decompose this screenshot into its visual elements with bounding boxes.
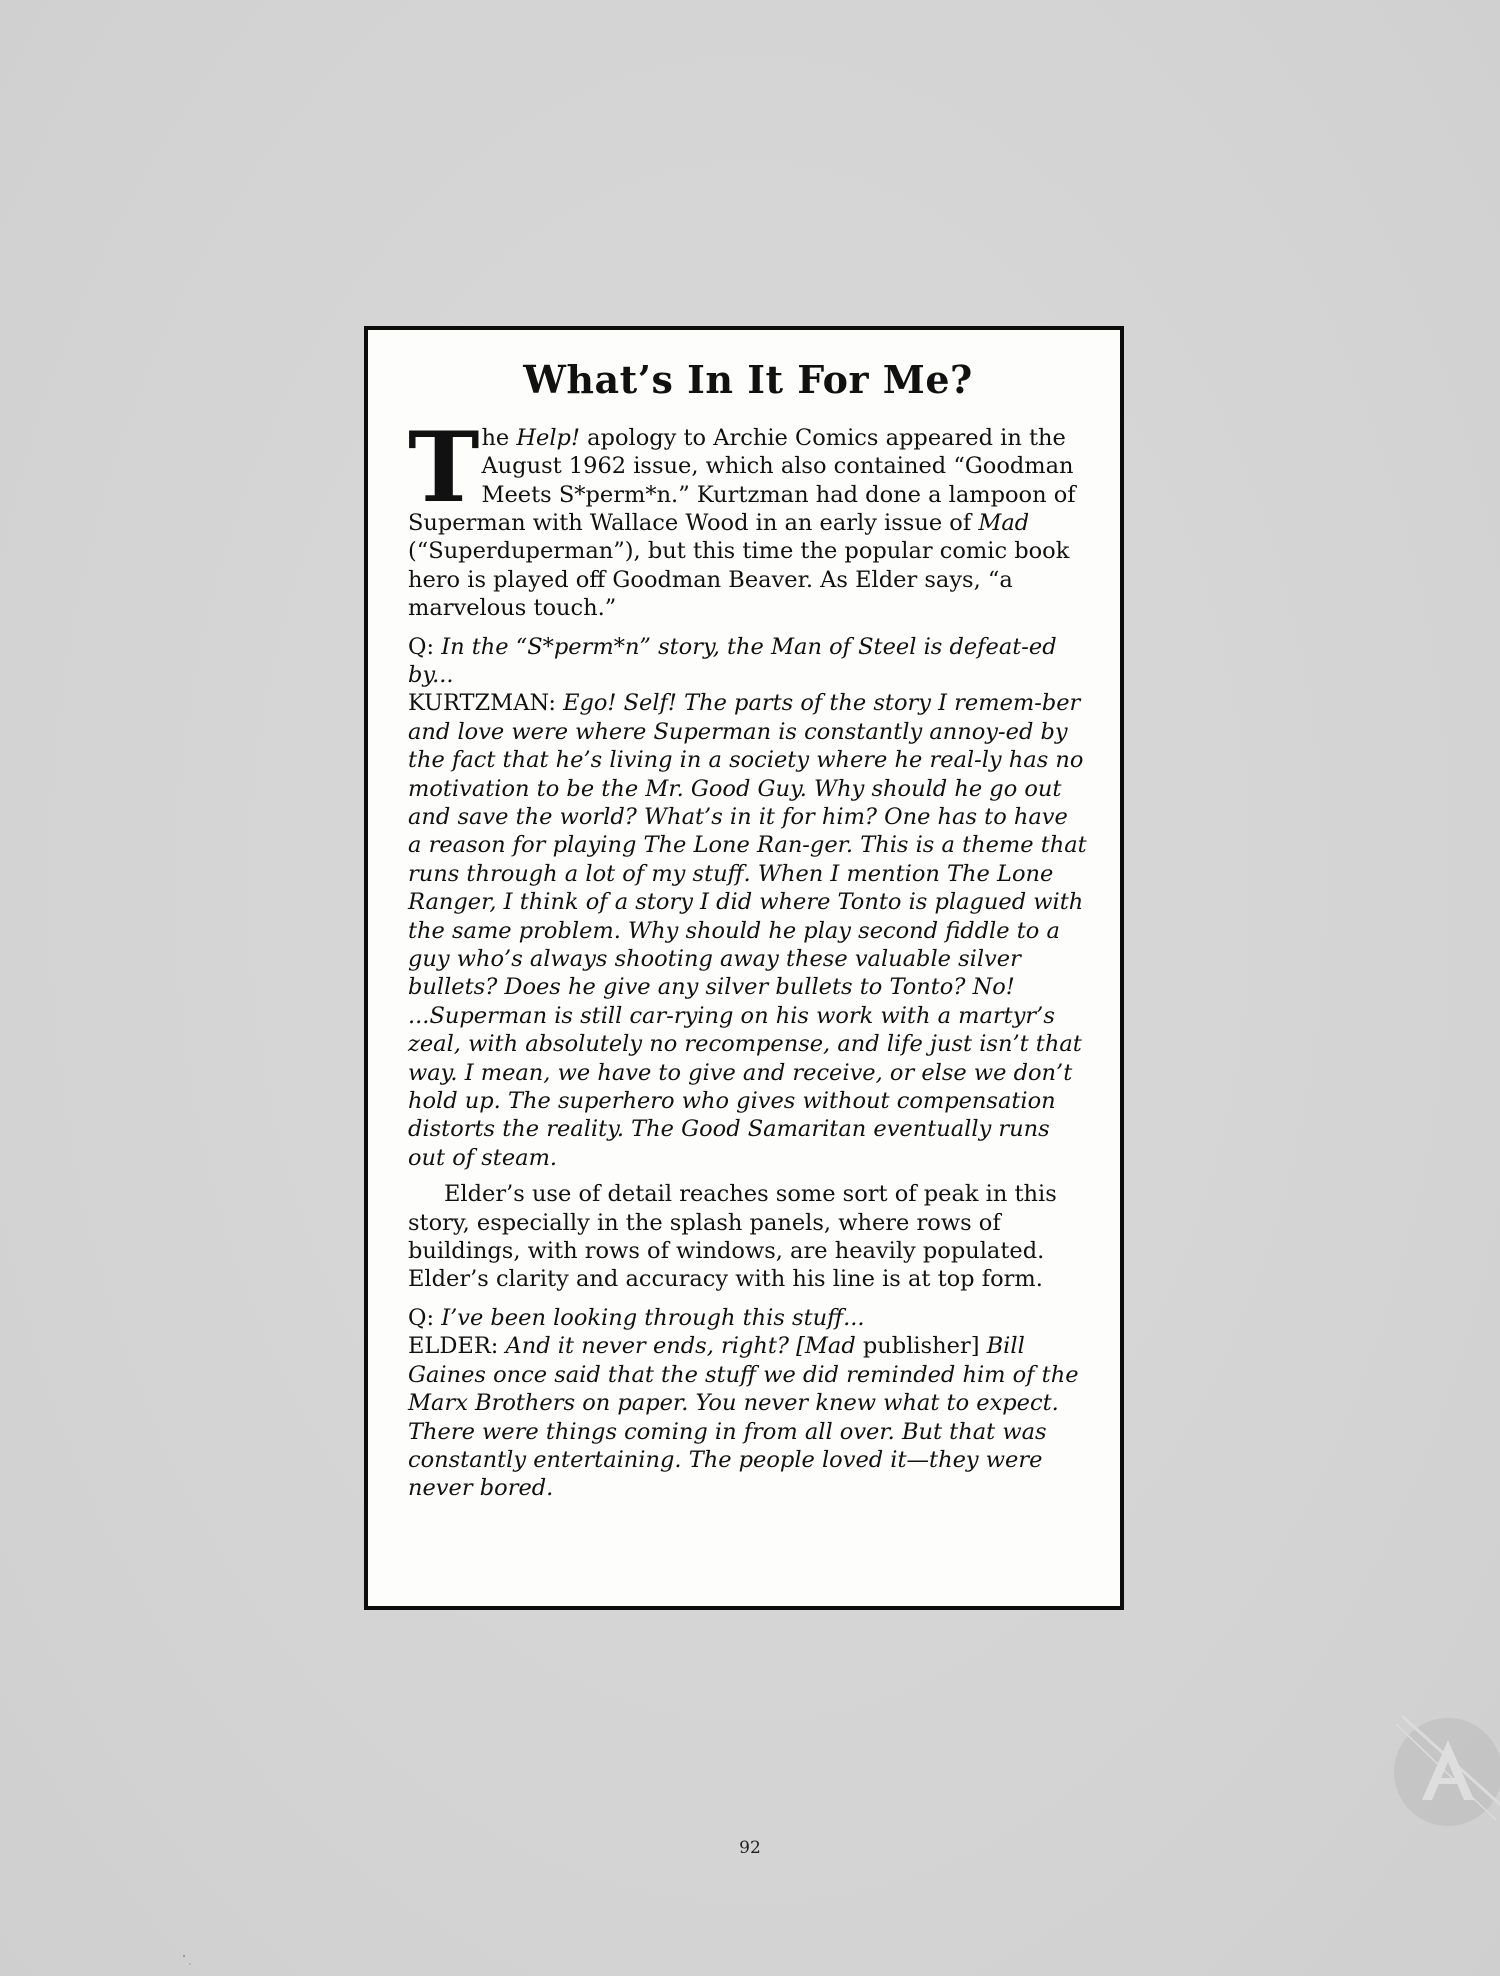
answer-2-speaker: ELDER:: [408, 1333, 506, 1360]
drop-cap: T: [408, 410, 480, 524]
help-magazine-title: Help!: [516, 424, 580, 451]
answer-2: [408, 1332, 1088, 1502]
paragraph-2: Elder’s use of detail reaches some sort of peak in this story, especially in the splash panels, where rows of buildings, with rows of windows, are heavily populated. Elder’s clarity and accuracy with his line is at top form.: [408, 1181, 1057, 1293]
article-box: [364, 326, 1124, 1610]
answer-1-speaker: KURTZMAN:: [408, 690, 564, 717]
question-2-speaker: Q:: [408, 1304, 442, 1331]
answer-1: [408, 689, 1088, 1172]
answer-2-text-1: And it never ends, right? [: [505, 1333, 805, 1360]
answer-1-text: Ego! Self! The parts of the story I remem-ber and love were where Superman is constantly annoy-ed by the fact that he’s living in a society where he real-ly has no motivation to be the Mr. Good Guy. Why should he go out and save the world? What’s in it for him? One has to have a reason for playing The Lone Ran-ger. This is a theme that runs through a lot of my stuff. When I mention The Lone Ranger, I think of a story I did where Tonto is plagued with the same problem. Why should he play second fiddle to a guy who’s always shooting away these valuable silver bullets? Does he give any silver bullets to Tonto? No! ...Superman is still car-rying on his work with a martyr’s zeal, with absolutely no recompense, and life just isn’t that way. I mean, we have to give and receive, or else we don’t hold up. The superhero who gives without compensation distorts the reality. The Good Samaritan eventually runs out of steam.: [408, 690, 1087, 1171]
question-2-text: I’ve been looking through this stuff...: [441, 1304, 865, 1331]
question-1: [408, 633, 1088, 690]
intro-text-3: (“Superduperman”), but this time the popular comic book hero is played off Goodman Beaver. As Elder says, “a marvelous touch.”: [408, 538, 1070, 622]
question-1-speaker: Q:: [408, 633, 442, 660]
dust-specks: [180, 1950, 210, 1970]
answer-2-bracket: publisher]: [855, 1333, 987, 1360]
publisher-logo-icon: [1392, 1716, 1500, 1828]
publisher-logo-icon-svg: [1392, 1716, 1500, 1828]
question-1-text: In the “S*perm*n” story, the Man of Steel is defeat-ed by...: [408, 633, 1057, 688]
mad-magazine-title: Mad: [978, 509, 1030, 536]
intro-text-1: he: [481, 424, 517, 451]
answer-2-text-2: Bill Gaines once said that the stuff we did reminded him of the Marx Brothers on paper. You never knew what to expect. There were things coming in from all over. But that was constantly entertaining. The people loved it—they were never bored.: [408, 1333, 1079, 1502]
article-title: What’s In It For Me?: [523, 357, 973, 402]
page-number: 92: [739, 1838, 761, 1858]
article-body: [408, 410, 1088, 1503]
intro-text-2: apology to Archie Comics appeared in the August 1962 issue, which also contained “Goodman Meets S*perm*n.” Kurtzman had done a lampoon of Superman with Wallace Wood in an early issue of: [408, 424, 1076, 536]
answer-2-mad-title: Mad: [804, 1333, 856, 1360]
question-2: [408, 1304, 1088, 1332]
intro-paragraph: [408, 410, 1088, 623]
